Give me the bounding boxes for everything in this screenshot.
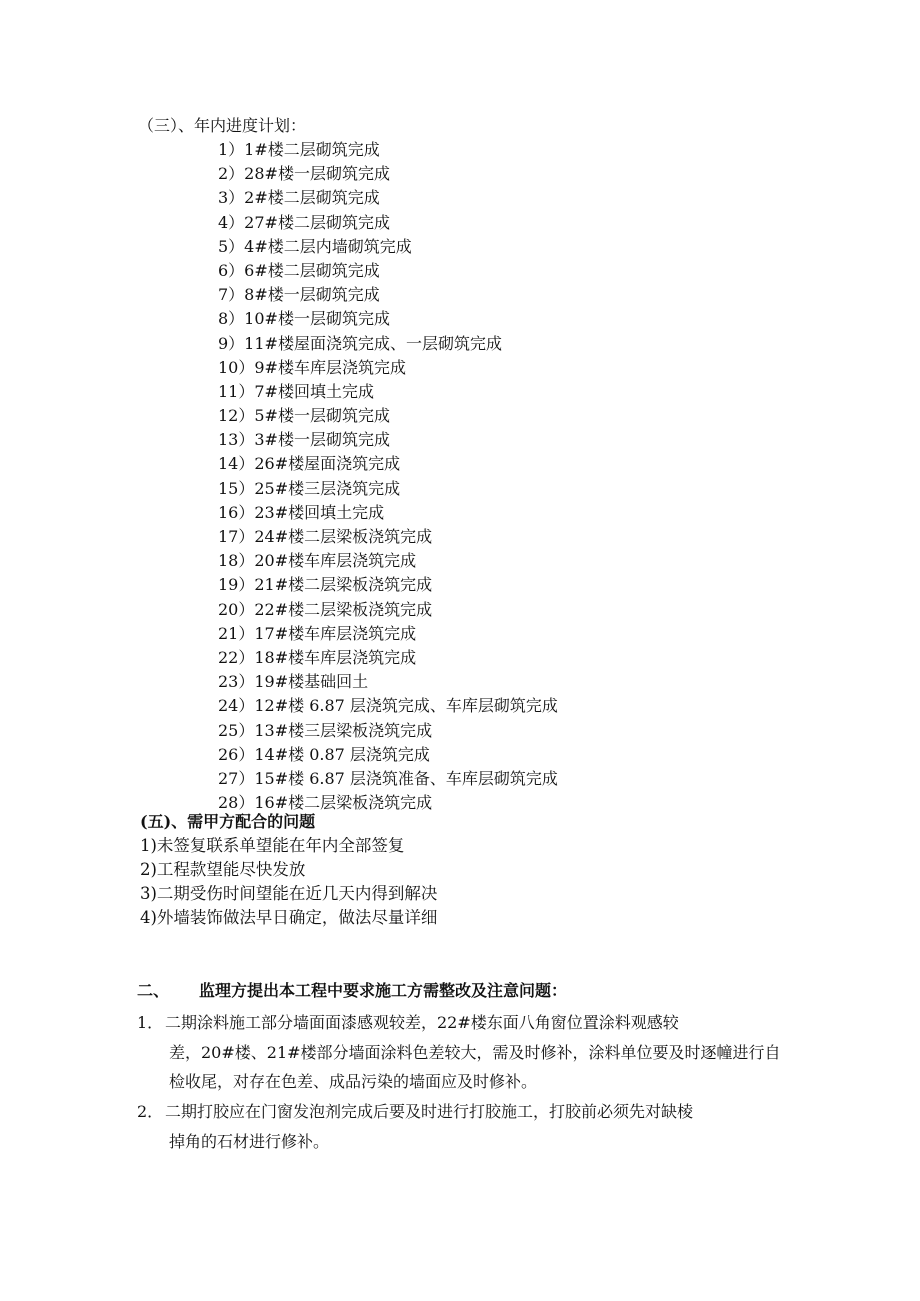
schedule-list (218, 138, 558, 815)
list-item: 10）9#楼车库层浇筑完成 (218, 357, 406, 377)
list-item: 5）4#楼二层内墙砌筑完成 (218, 236, 412, 256)
list-item: 26）14#楼 0.87 层浇筑完成 (218, 744, 430, 764)
list-item: 13）3#楼一层砌筑完成 (218, 430, 390, 450)
list-item: 23）19#楼基础回土 (218, 672, 369, 692)
list-item: 20）22#楼二层梁板浇筑完成 (218, 599, 433, 619)
item-text-rest: 掉角的石材进行修补。 (169, 1131, 330, 1151)
item-marker: 1． (137, 1013, 164, 1032)
list-item: 4）27#楼二层砌筑完成 (218, 212, 390, 232)
list-item: 1)未签复联系单望能在年内全部签复 (140, 836, 405, 855)
part2-title: 监理方提出本工程中要求施工方需整改及注意问题： (199, 981, 568, 1000)
item-text-first-line: 二期打胶应在门窗发泡剂完成后要及时进行打胶施工，打胶前必须先对缺棱 (165, 1102, 694, 1121)
list-item: 2）28#楼一层砌筑完成 (218, 164, 390, 184)
item-text-rest: 差，20#楼、21#楼部分墙面涂料色差较大，需及时修补，涂料单位要及时逐幢进行自检收尾，对存在色差、成品污染的墙面应及时修补。 (169, 1042, 781, 1091)
list-item: 2)工程款望能尽快发放 (140, 860, 306, 879)
list-item: 3)二期受伤时间望能在近几天内得到解决 (140, 884, 438, 903)
section5-heading: (五)、需甲方配合的问题 (140, 812, 316, 831)
list-item: 17）24#楼二层梁板浇筑完成 (218, 527, 433, 546)
list-item: 22）18#楼车库层浇筑完成 (218, 647, 417, 667)
list-item: 19）21#楼二层梁板浇筑完成 (218, 575, 433, 595)
part2-heading (137, 980, 567, 1002)
list-item: 8）10#楼一层砌筑完成 (218, 309, 390, 329)
section3-heading: （三）、年内进度计划： (138, 116, 307, 135)
list-item: 3）2#楼二层砌筑完成 (218, 188, 380, 208)
cooperation-list (140, 834, 437, 930)
list-item: 27）15#楼 6.87 层浇筑准备、车库层砌筑完成 (218, 768, 558, 788)
list-item: 21）17#楼车库层浇筑完成 (218, 623, 417, 643)
item-text (165, 1008, 793, 1097)
list-item: 24）12#楼 6.87 层浇筑完成、车库层砌筑完成 (218, 696, 558, 716)
list-item: 28）16#楼二层梁板浇筑完成 (218, 793, 433, 813)
list-item: 25）13#楼三层梁板浇筑完成 (218, 720, 433, 740)
list-item: 11）7#楼回填土完成 (218, 381, 374, 401)
list-item: 12）5#楼一层砌筑完成 (218, 406, 390, 426)
list-item: 16）23#楼回填土完成 (218, 502, 385, 522)
list-item: 4)外墙装饰做法早日确定，做法尽量详细 (140, 908, 438, 927)
item-marker: 2． (137, 1102, 164, 1121)
part2-number: 二、 (137, 981, 170, 1000)
list-item: 9）11#楼屋面浇筑完成、一层砌筑完成 (218, 333, 502, 353)
list-item: 7）8#楼一层砌筑完成 (218, 285, 380, 305)
list-item: 18）20#楼车库层浇筑完成 (218, 551, 417, 571)
list-item: 15）25#楼三层浇筑完成 (218, 478, 401, 498)
list-item: 14）26#楼屋面浇筑完成 (218, 454, 401, 474)
item-text (165, 1097, 793, 1156)
list-item: 1）1#楼二层砌筑完成 (218, 140, 380, 159)
list-item: 6）6#楼二层砌筑完成 (218, 260, 380, 280)
item-text-first-line: 二期涂料施工部分墙面面漆感观较差，22#楼东面八角窗位置涂料观感较 (165, 1013, 679, 1032)
